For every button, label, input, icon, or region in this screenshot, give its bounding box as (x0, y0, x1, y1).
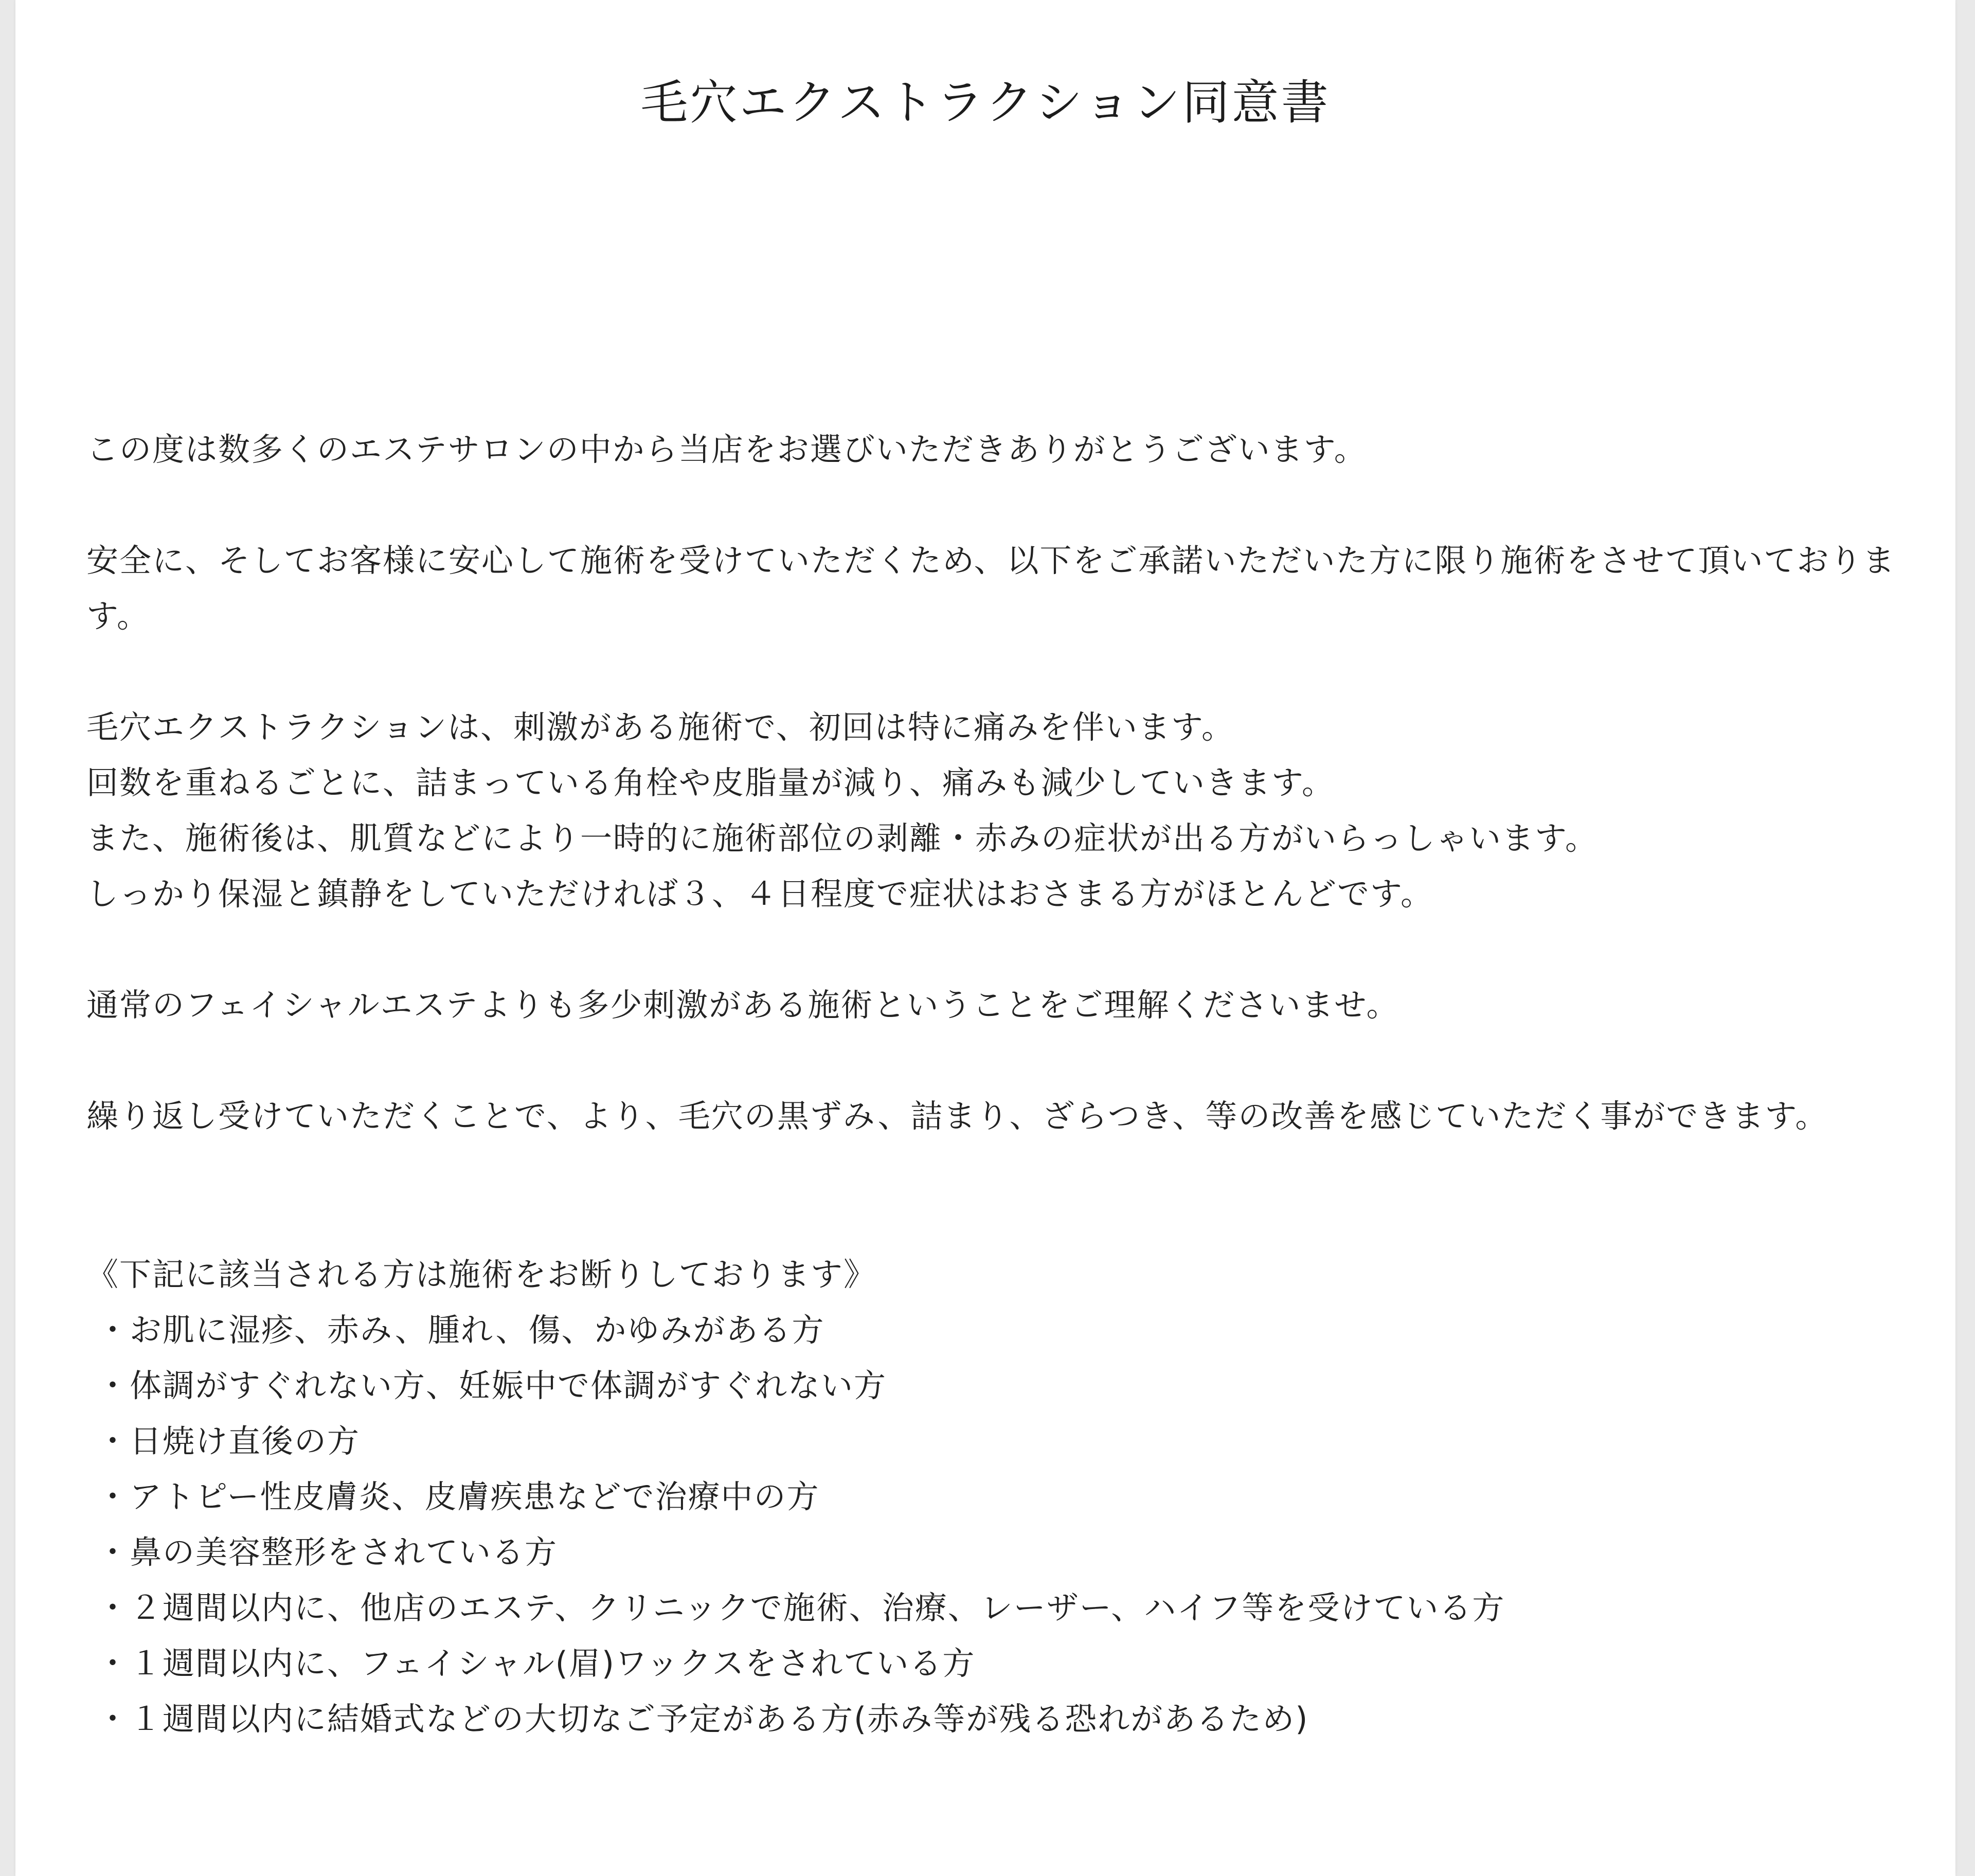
list-item: ・鼻の美容整形をされている方 (97, 1533, 558, 1571)
intro-paragraph: この度は数多くのエステサロンの中から当店をお選びいただきありがとうございます。 (86, 431, 1367, 468)
understanding-paragraph: 通常のフェイシャルエステよりも多少刺激がある施術ということをご理解くださいませ。 (86, 986, 1399, 1024)
treatment-line-4: しっかり保湿と鎮静をしていただければ３、４日程度で症状はおさまる方がほとんどです。 (86, 875, 1434, 913)
list-item: ・アトピー性皮膚炎、皮膚疾患などで治療中の方 (97, 1478, 820, 1515)
treatment-line-3: また、施術後は、肌質などにより一時的に施術部位の剥離・赤みの症状が出る方がいらっしゃいます。 (86, 819, 1599, 857)
list-item: ・２週間以内に、他店のエステ、クリニックで施術、治療、レーザー、ハイフ等を受けている方 (97, 1589, 1505, 1627)
document-body (86, 422, 1902, 1747)
spacer (86, 477, 1902, 533)
list-item: ・お肌に湿疹、赤み、腫れ、傷、かゆみがある方 (97, 1311, 825, 1349)
list-item: ・日焼け直後の方 (97, 1422, 361, 1460)
spacer (86, 1144, 1902, 1247)
document-title: 毛穴エクストラクション同意書 (640, 75, 1331, 130)
spacer (86, 1033, 1902, 1088)
exclusions-heading: 《下記に該当される方は施術をお断りしております》 (86, 1256, 877, 1293)
document-page (15, 0, 1955, 1876)
list-item: ・１週間以内に、フェイシャル(眉)ワックスをされている方 (97, 1645, 976, 1682)
treatment-line-2: 回数を重ねるごとに、詰まっている角栓や皮脂量が減り、痛みも減少していきます。 (86, 764, 1335, 801)
spacer (86, 922, 1902, 977)
treatment-line-1: 毛穴エクストラクションは、刺激がある施術で、初回は特に痛みを伴います。 (86, 708, 1234, 746)
exclusions-list (86, 1302, 1902, 1747)
list-item: ・１週間以内に結婚式などの大切なご予定がある方(赤み等が残る恐れがあるため) (97, 1700, 1309, 1738)
spacer (86, 644, 1902, 700)
consent-paragraph: 安全に、そしてお客様に安心して施術を受けていただくため、以下をご承諾いただいた方に限り施術をさせて頂いております。 (86, 542, 1896, 635)
benefit-paragraph: 繰り返し受けていただくことで、より、毛穴の黒ずみ、詰まり、ざらつき、等の改善を感じていただく事ができます。 (86, 1097, 1828, 1135)
list-item: ・体調がすぐれない方、妊娠中で体調がすぐれない方 (97, 1367, 887, 1404)
